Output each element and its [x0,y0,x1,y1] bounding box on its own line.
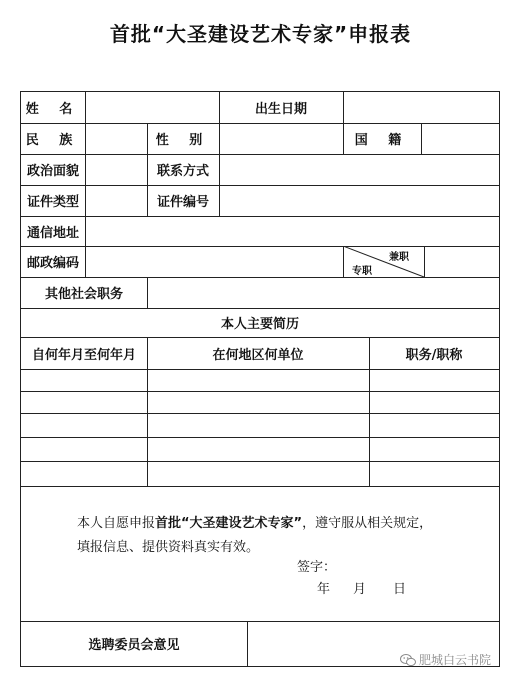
gender-field[interactable] [220,123,343,154]
nationality-field[interactable] [422,123,499,154]
full-time-label: 专职 [352,266,372,277]
application-form [20,91,500,667]
political-status-label: 政治面貌 [26,164,79,179]
resume-cell[interactable] [21,437,147,461]
declaration-suffix: ，遵守服从相关规定， [302,516,433,531]
declaration-prefix: 本人自愿申报 [77,516,156,531]
nationality-label: 国 籍 [354,133,410,148]
declaration-line-2: 填报信息、提供资料真实有效。 [77,540,260,555]
date-month: 月 [353,582,367,597]
declaration-text [77,512,487,560]
birth-date-field[interactable] [344,92,499,123]
resume-cell[interactable] [370,413,499,437]
other-positions-label: 其他社会职务 [44,287,123,302]
employment-type-field[interactable] [425,246,499,277]
gender-label: 性 别 [155,133,211,148]
resume-cell[interactable] [370,391,499,413]
date-day: 日 [393,582,407,597]
name-field[interactable] [86,92,219,123]
form-title: 首批“大圣建设艺术专家”申报表 [109,22,412,46]
signature-label: 签字： [297,560,337,575]
resume-cell[interactable] [21,413,147,437]
resume-col-period: 自何年月至何年月 [31,347,136,363]
resume-cell[interactable] [148,369,369,391]
declaration-program: 首批“大圣建设艺术专家” [155,516,303,531]
id-number-label: 证件编号 [156,195,209,210]
resume-cell[interactable] [148,413,369,437]
resume-cell[interactable] [21,391,147,413]
resume-cell[interactable] [21,461,147,486]
row-divider [21,486,499,487]
committee-opinion-label: 选聘委员会意见 [88,638,180,653]
resume-cell[interactable] [370,437,499,461]
resume-cell[interactable] [148,437,369,461]
date-year: 年 [317,582,331,597]
address-label: 通信地址 [26,225,79,241]
name-label: 姓 名 [25,102,81,117]
id-type-field[interactable] [86,185,147,216]
address-field[interactable] [86,216,499,246]
resume-cell[interactable] [370,369,499,391]
part-time-label: 兼职 [389,252,409,263]
signature-field[interactable] [339,554,459,574]
wechat-icon [400,653,416,667]
resume-cell[interactable] [370,461,499,486]
postal-code-label: 邮政编码 [26,256,79,271]
id-number-field[interactable] [220,185,499,216]
resume-col-employer: 在何地区何单位 [212,347,304,363]
postal-code-field[interactable] [86,246,343,277]
contact-field[interactable] [220,154,499,185]
political-status-field[interactable] [86,154,147,185]
resume-cell[interactable] [148,461,369,486]
ethnicity-field[interactable] [86,123,147,154]
resume-cell[interactable] [21,369,147,391]
watermark-text: 肥城白云书院 [419,653,492,667]
birth-date-label: 出生日期 [254,102,307,117]
resume-cell[interactable] [148,391,369,413]
contact-label: 联系方式 [156,164,209,179]
id-type-label: 证件类型 [26,195,79,210]
watermark [400,651,491,668]
ethnicity-label: 民 族 [25,133,81,148]
other-positions-field[interactable] [148,277,499,308]
resume-title: 本人主要简历 [220,317,299,332]
resume-col-position: 职务/职称 [405,347,463,363]
